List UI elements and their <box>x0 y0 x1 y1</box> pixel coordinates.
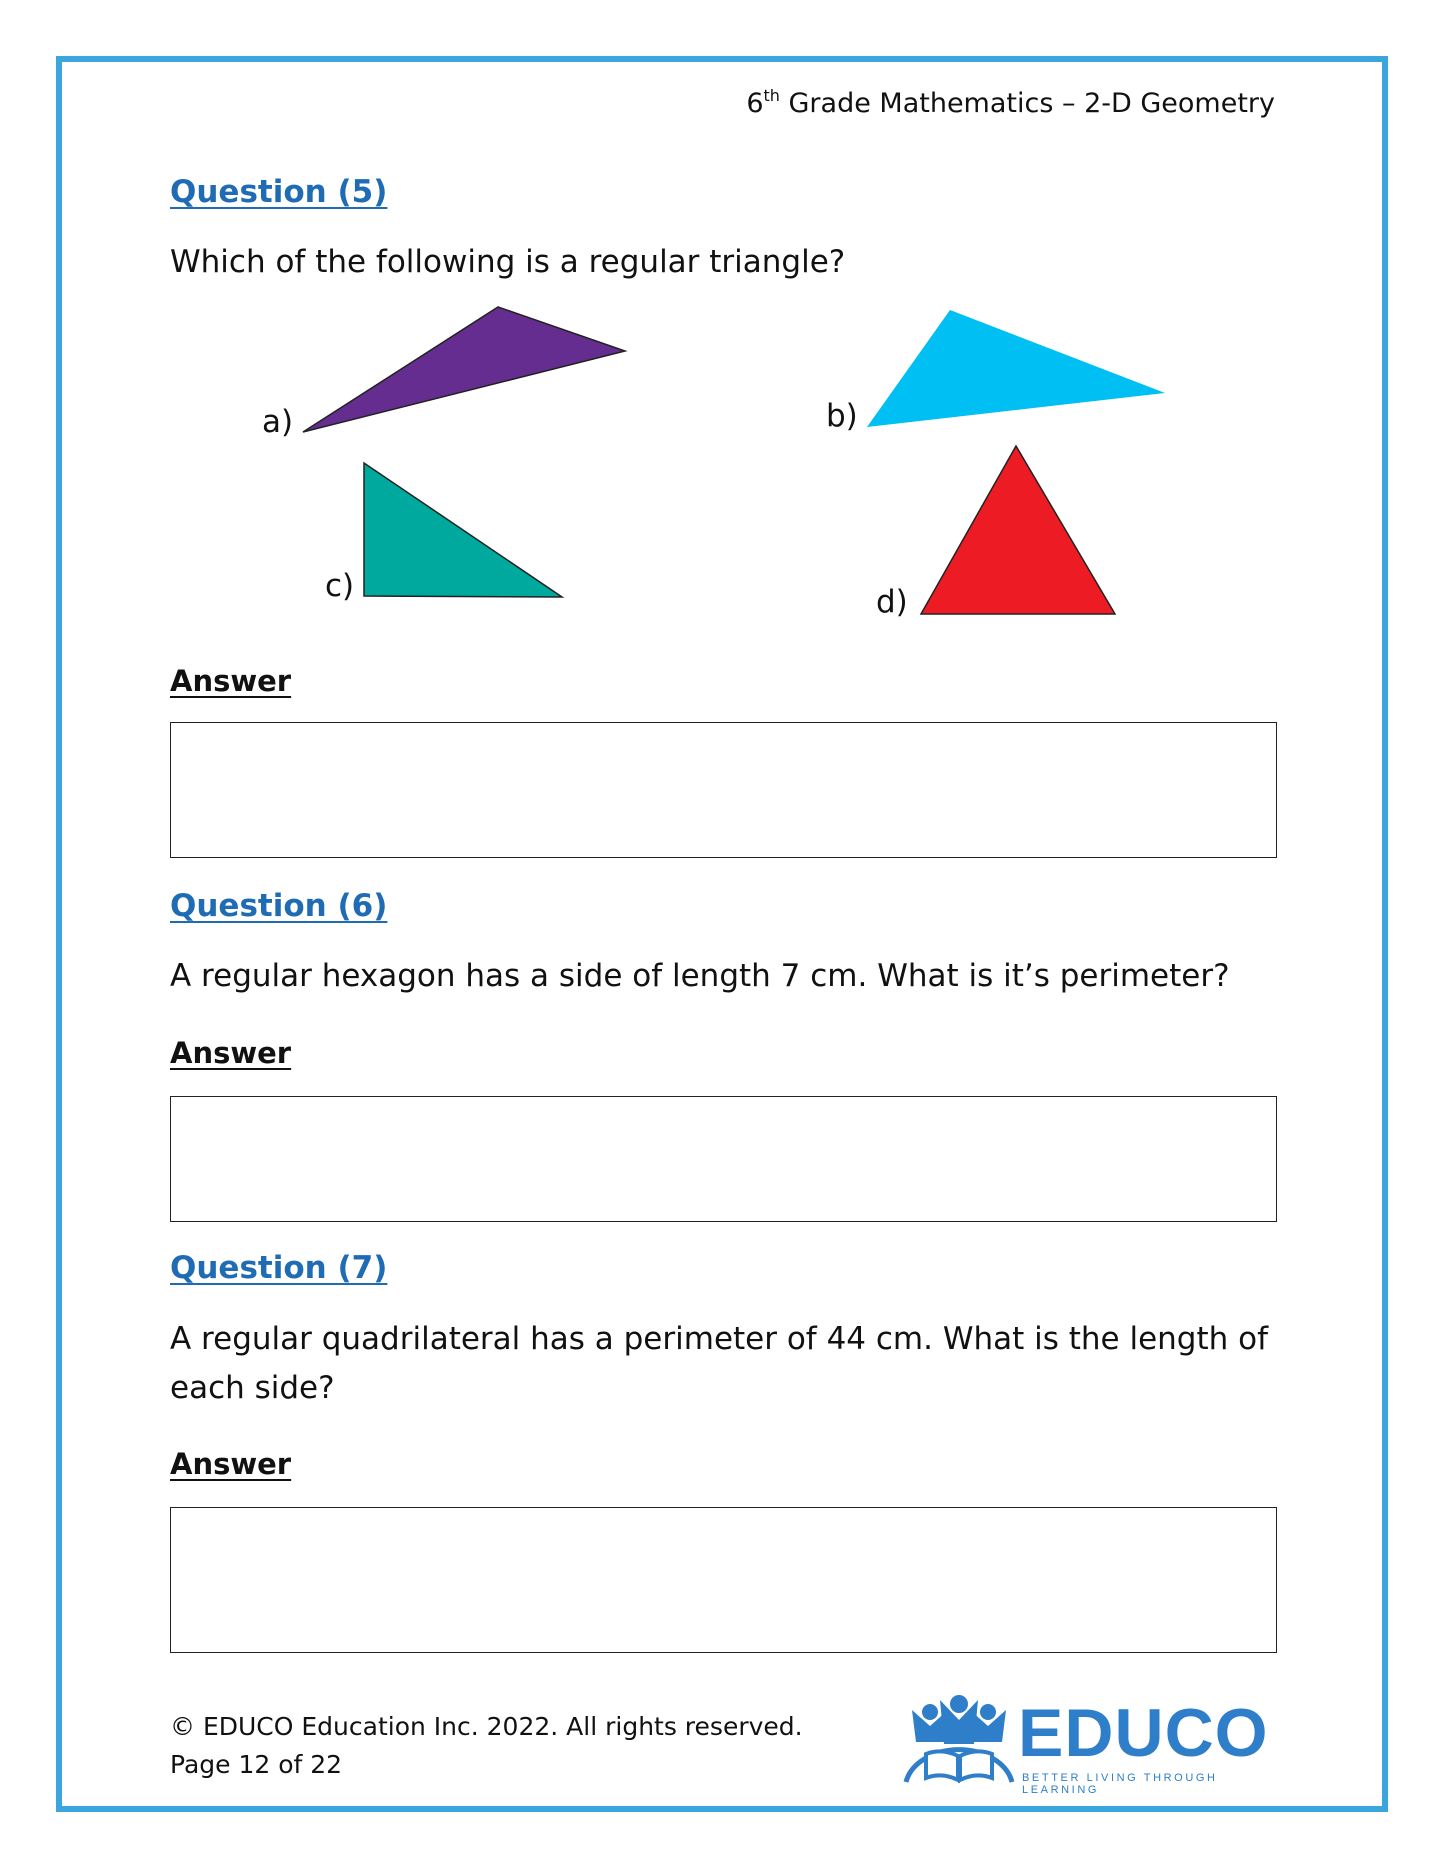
question-5-answer-box[interactable] <box>170 722 1277 858</box>
question-5-title: Question (5) <box>170 174 388 210</box>
educo-logo-icon <box>900 1690 1018 1790</box>
question-6-title: Question (6) <box>170 888 388 924</box>
option-d-label[interactable]: d) <box>876 584 908 620</box>
triangle-a <box>303 307 625 432</box>
header-title: Grade Mathematics – 2-D Geometry <box>779 88 1275 119</box>
question-6-answer-label: Answer <box>170 1036 292 1070</box>
option-a-label[interactable]: a) <box>262 404 294 440</box>
grade-number: 6 <box>746 88 764 119</box>
question-6-text: A regular hexagon has a side of length 7 cm. What is it’s perimeter? <box>170 958 1230 994</box>
triangle-d <box>921 446 1115 614</box>
question-7-answer-box[interactable] <box>170 1507 1277 1653</box>
question-5-answer-label: Answer <box>170 664 292 698</box>
option-c-label[interactable]: c) <box>325 568 355 604</box>
logo-tagline: BETTER LIVING THROUGH LEARNING <box>1022 1772 1218 1796</box>
option-b-label[interactable]: b) <box>826 398 858 434</box>
question-6-answer-box[interactable] <box>170 1096 1277 1222</box>
logo-wordmark: EDUCO <box>1018 1695 1269 1771</box>
grade-suffix: th <box>763 86 780 105</box>
footer-page-number: Page 12 of 22 <box>170 1750 343 1779</box>
question-7-text: A regular quadrilateral has a perimeter of 44 cm. What is the length of each side? <box>170 1321 1269 1406</box>
footer-copyright: © EDUCO Education Inc. 2022. All rights reserved. <box>170 1712 803 1741</box>
triangle-c <box>364 463 562 597</box>
question-7-title: Question (7) <box>170 1250 388 1286</box>
triangle-b <box>867 310 1165 427</box>
educo-logo <box>900 1690 1269 1796</box>
question-5-text: Which of the following is a regular triangle? <box>170 244 846 280</box>
triangle-options <box>0 0 1445 700</box>
question-7-answer-label: Answer <box>170 1447 292 1481</box>
